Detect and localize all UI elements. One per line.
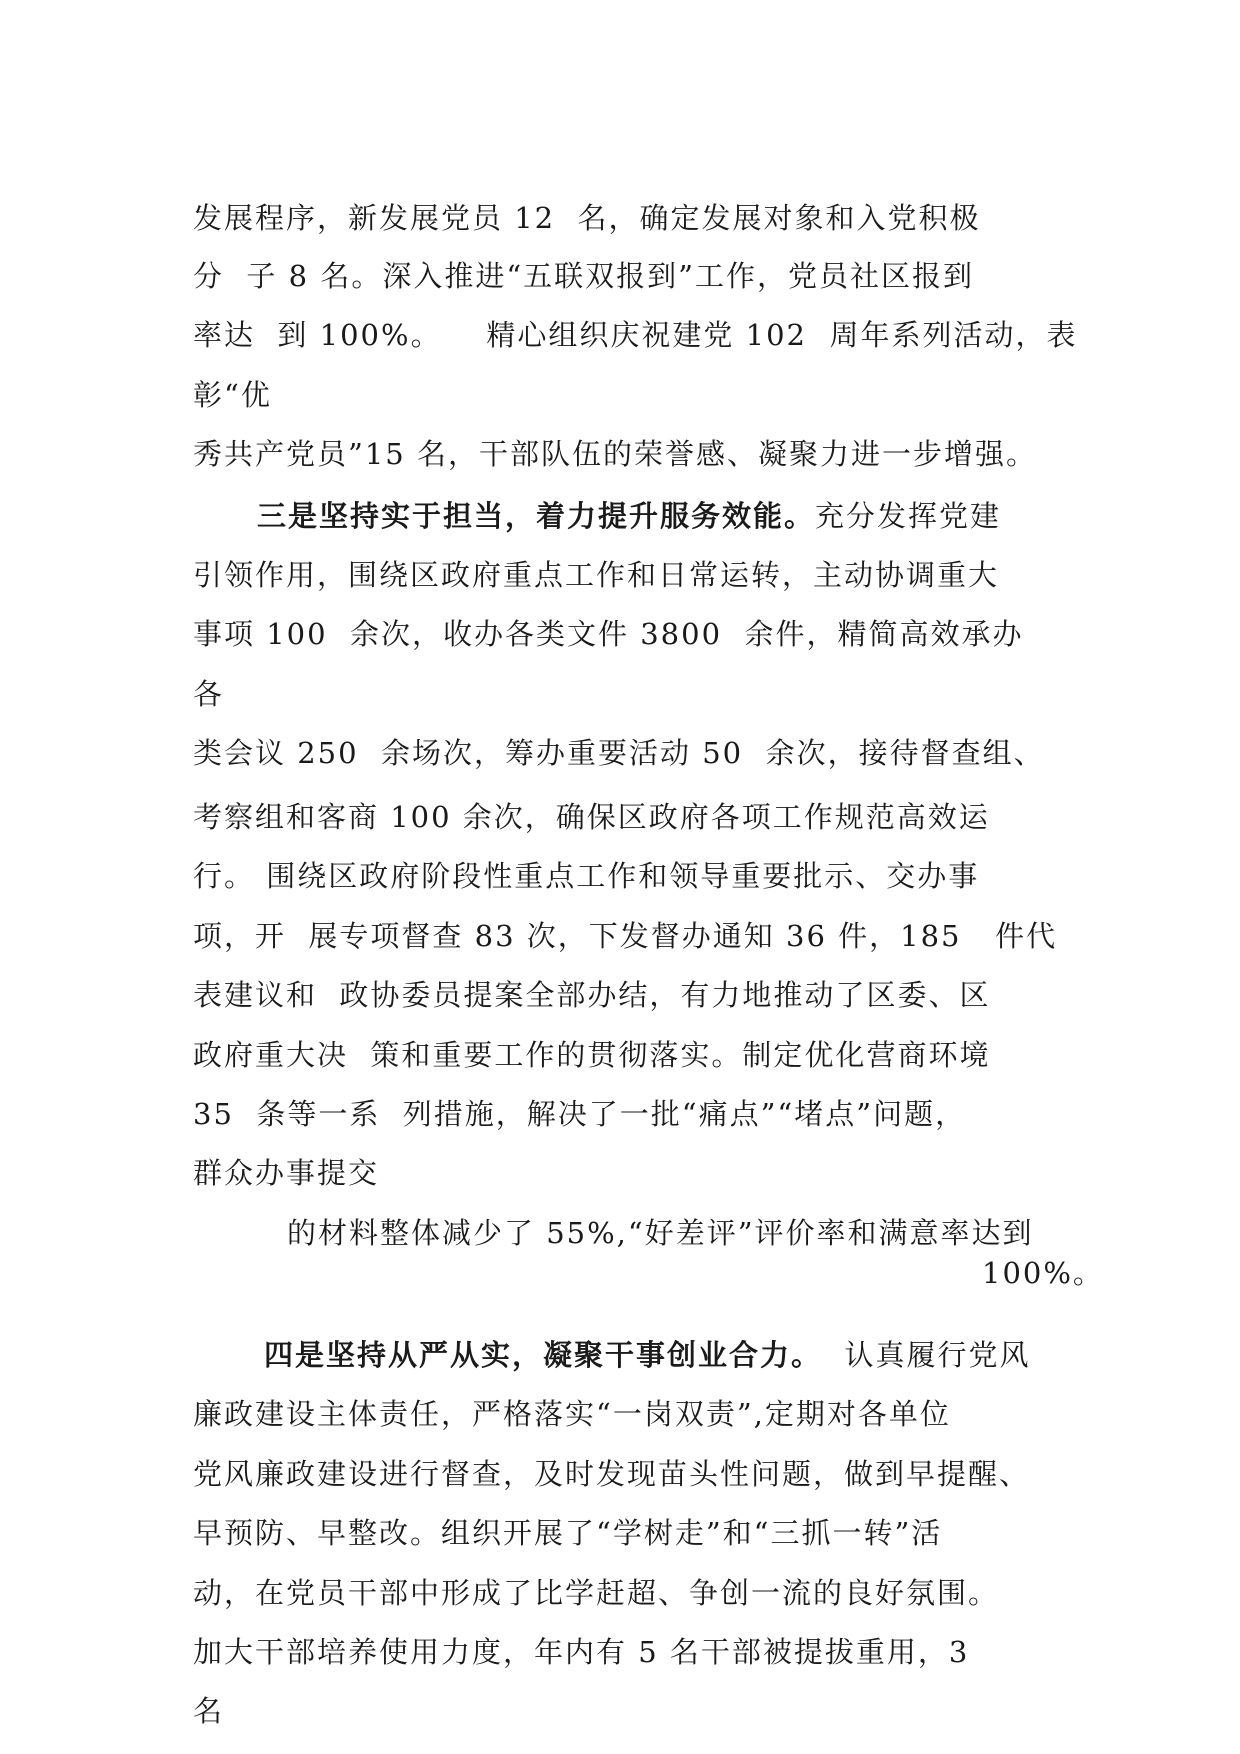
text-line: 引领作用，围绕区政府重点工作和日常运转，主动协调重大 [193, 558, 1000, 592]
text-line: 100%。 [982, 1256, 1104, 1290]
text-line: 动，在党员干部中形成了比学赶超、争创一流的良好氛围。 [193, 1576, 1000, 1610]
text-line: 发展程序，新发展党员 12 名，确定发展对象和入党积极 [193, 201, 981, 235]
text-line: 彰“优 [193, 378, 272, 412]
text-line: 加大干部培养使用力度，年内有 5 名干部被提拔重用，3 [193, 1635, 970, 1669]
section-four-lead: 认真履行党风 [822, 1338, 1031, 1372]
section-three-paragraph-start [257, 496, 1001, 536]
section-three-lead: 充分发挥党建 [815, 499, 1002, 533]
text-line: 名 [193, 1694, 225, 1728]
text-line: 秀共产党员”15 名，干部队伍的荣誉感、凝聚力进一步增强。 [193, 437, 1037, 471]
text-line: 类会议 250 余场次，筹办重要活动 50 余次，接待督查组、 [193, 736, 1045, 770]
text-line: 35 条等一系 列措施，解决了一批“痛点”“堵点”问题， [193, 1097, 967, 1131]
section-four-heading: 四是坚持从严从实，凝聚干事创业合力。 [264, 1338, 823, 1372]
text-line: 表建议和 政协委员提案全部办结，有力地推动了区委、区 [193, 978, 991, 1012]
text-line: 事项 100 余次，收办各类文件 3800 余件，精简高效承办 [193, 617, 1024, 651]
text-line: 分 子 8 名。深入推进“五联双报到”工作，党员社区报到 [193, 259, 974, 293]
text-line: 项，开 展专项督查 83 次，下发督办通知 36 件，185 件代 [193, 919, 1058, 953]
text-line: 早预防、早整改。组织开展了“学树走”和“三抓一转”活 [193, 1516, 943, 1550]
section-four-paragraph-start [264, 1335, 1030, 1375]
text-line: 的材料整体减少了 55%,“好差评”评价率和满意率达到 [287, 1216, 1034, 1250]
text-line: 考察组和客商 100 余次，确保区政府各项工作规范高效运 [193, 800, 990, 834]
text-line: 行。 围绕区政府阶段性重点工作和领导重要批示、交办事 [193, 859, 980, 893]
section-three-heading: 三是坚持实于担当，着力提升服务效能。 [257, 499, 816, 533]
text-line: 各 [193, 677, 225, 711]
text-line: 率达 到 100%。 精心组织庆祝建党 102 周年系列活动，表 [193, 318, 1078, 352]
text-line: 群众办事提交 [193, 1156, 380, 1190]
text-line: 政府重大决 策和重要工作的贯彻落实。制定优化营商环境 [193, 1038, 991, 1072]
text-line: 廉政建设主体责任，严格落实“一岗双责”,定期对各单位 [193, 1397, 951, 1431]
text-line: 党风廉政建设进行督查，及时发现苗头性问题，做到早提醒、 [193, 1457, 1031, 1491]
